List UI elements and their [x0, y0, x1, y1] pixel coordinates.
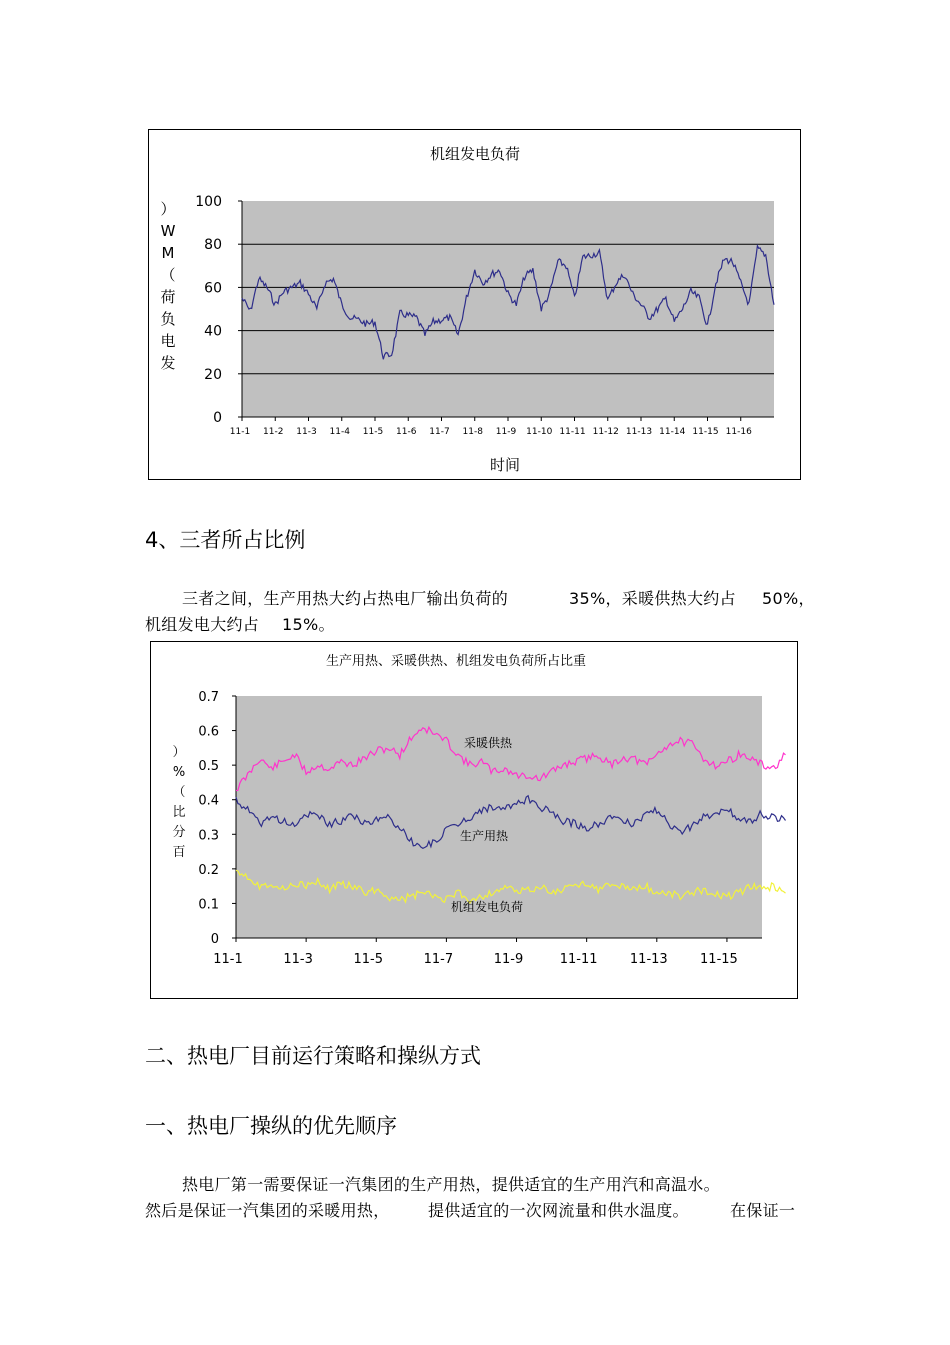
paragraph-ratio-line2b: 15%。: [282, 615, 335, 634]
chart1-xlabel: 时间: [489, 456, 521, 474]
chart1-ytick-label: 80: [204, 237, 222, 254]
chart2-ytick-label: 0.2: [198, 862, 219, 878]
paragraph-ratio-line2a: 机组发电大约占: [145, 615, 260, 634]
chart1-ylabel-char: 荷: [160, 288, 176, 306]
chart1-xtick-label: 11-8: [462, 427, 483, 437]
chart2-title: 生产用热、采暖供热、机组发电负荷所占比重: [325, 654, 587, 669]
chart2-ytick-label: 0.3: [198, 828, 219, 844]
chart2-series-label: 机组发电负荷: [450, 900, 524, 914]
chart2-xtick-label: 11-3: [283, 952, 313, 967]
chart2-xtick-label: 11-11: [559, 952, 598, 967]
paragraph-priority-line1: 热电厂第一需要保证一汽集团的生产用热，提供适宜的生产用汽和高温水。: [182, 1175, 720, 1194]
chart2-ytick-label: 0.1: [198, 897, 219, 913]
generation-load-plot: [149, 130, 800, 479]
chart1-ytick-label: 20: [204, 366, 222, 383]
chart2-ytick-label: 0.5: [198, 759, 219, 775]
chart2-xtick-label: 11-7: [423, 952, 454, 967]
chart2-xtick-label: 11-15: [700, 952, 738, 967]
chart1-xtick-label: 11-9: [495, 427, 517, 437]
chart2-ylabel-char: 分: [172, 825, 186, 840]
chart1-ytick-label: 0: [213, 410, 222, 426]
generation-load-chart: [148, 129, 801, 480]
chart1-xtick-label: 11-10: [526, 427, 553, 437]
chart1-ylabel-char: 发: [160, 354, 176, 372]
chart1-xtick-label: 11-15: [692, 427, 719, 437]
chart2-xtick-label: 11-1: [213, 952, 243, 967]
chart2-series-label: 采暖供热: [463, 736, 513, 750]
chart1-ylabel-char: 负: [160, 310, 176, 328]
chart2-xtick-label: 11-13: [629, 952, 668, 967]
chart1-xtick-label: 11-13: [625, 427, 653, 437]
chart1-ytick-label: 60: [204, 280, 222, 297]
chart2-ylabel-char: %: [172, 765, 186, 780]
chart1-title: 机组发电负荷: [429, 145, 521, 163]
chart1-ylabel-char: 电: [160, 332, 176, 350]
paragraph-priority-line2c: 在保证一: [730, 1201, 796, 1220]
chart2-ytick-label: 0.6: [198, 724, 219, 740]
chart1-xtick-label: 11-14: [659, 427, 686, 437]
chart2-xtick-label: 11-9: [493, 952, 524, 967]
chart2-series-label: 生产用热: [459, 829, 509, 843]
chart2-ytick-label: 0.4: [198, 793, 219, 809]
chart1-xtick-label: 11-2: [263, 427, 284, 437]
section-heading-ratio: 4、三者所占比例: [145, 528, 306, 552]
chart1-xtick-label: 11-1: [229, 427, 251, 437]
paragraph-ratio-line1c: 50%，: [762, 589, 815, 608]
chart1-xtick-label: 11-3: [296, 427, 317, 437]
chart2-ylabel-char: ）: [172, 745, 186, 760]
paragraph-priority-line2a: 然后是保证一汽集团的采暖用热，: [145, 1201, 390, 1220]
chart1-ytick-label: 40: [204, 323, 222, 340]
chart2-ytick-label: 0: [210, 932, 219, 947]
chart1-plot-area: [242, 201, 774, 417]
chart2-ylabel-char: 比: [172, 805, 186, 820]
paragraph-ratio-line1b: 35%，采暖供热大约占: [569, 589, 736, 608]
paragraph-priority-line2b: 提供适宜的一次网流量和供水温度。: [428, 1201, 689, 1220]
chart1-xtick-label: 11-7: [429, 427, 450, 437]
chart1-ytick-label: 100: [195, 194, 222, 210]
chart2-ylabel-char: 百: [172, 845, 186, 860]
chart1-xtick-label: 11-11: [559, 427, 586, 437]
chart1-ylabel-char: M: [161, 244, 175, 262]
chart1-xtick-label: 11-16: [725, 427, 752, 437]
load-share-plot: [151, 642, 797, 998]
section-heading-strategy: 二、热电厂目前运行策略和操纵方式: [145, 1044, 481, 1068]
chart1-xtick-label: 11-4: [329, 427, 350, 437]
chart1-xtick-label: 11-12: [592, 427, 619, 437]
chart1-ylabel-char: （: [160, 266, 176, 284]
paragraph-ratio-line1a: 三者之间，生产用热大约占热电厂输出负荷的: [182, 589, 509, 608]
chart1-xtick-label: 11-6: [396, 427, 417, 437]
section-heading-priority: 一、热电厂操纵的优先顺序: [145, 1114, 397, 1138]
chart1-ylabel-char: W: [160, 222, 176, 240]
chart2-xtick-label: 11-5: [353, 952, 384, 967]
chart1-ylabel-char: ）: [160, 200, 176, 218]
load-share-chart: [150, 641, 798, 999]
chart2-ytick-label: 0.7: [198, 690, 219, 705]
chart2-ylabel-char: （: [172, 785, 186, 800]
chart1-xtick-label: 11-5: [362, 427, 384, 437]
